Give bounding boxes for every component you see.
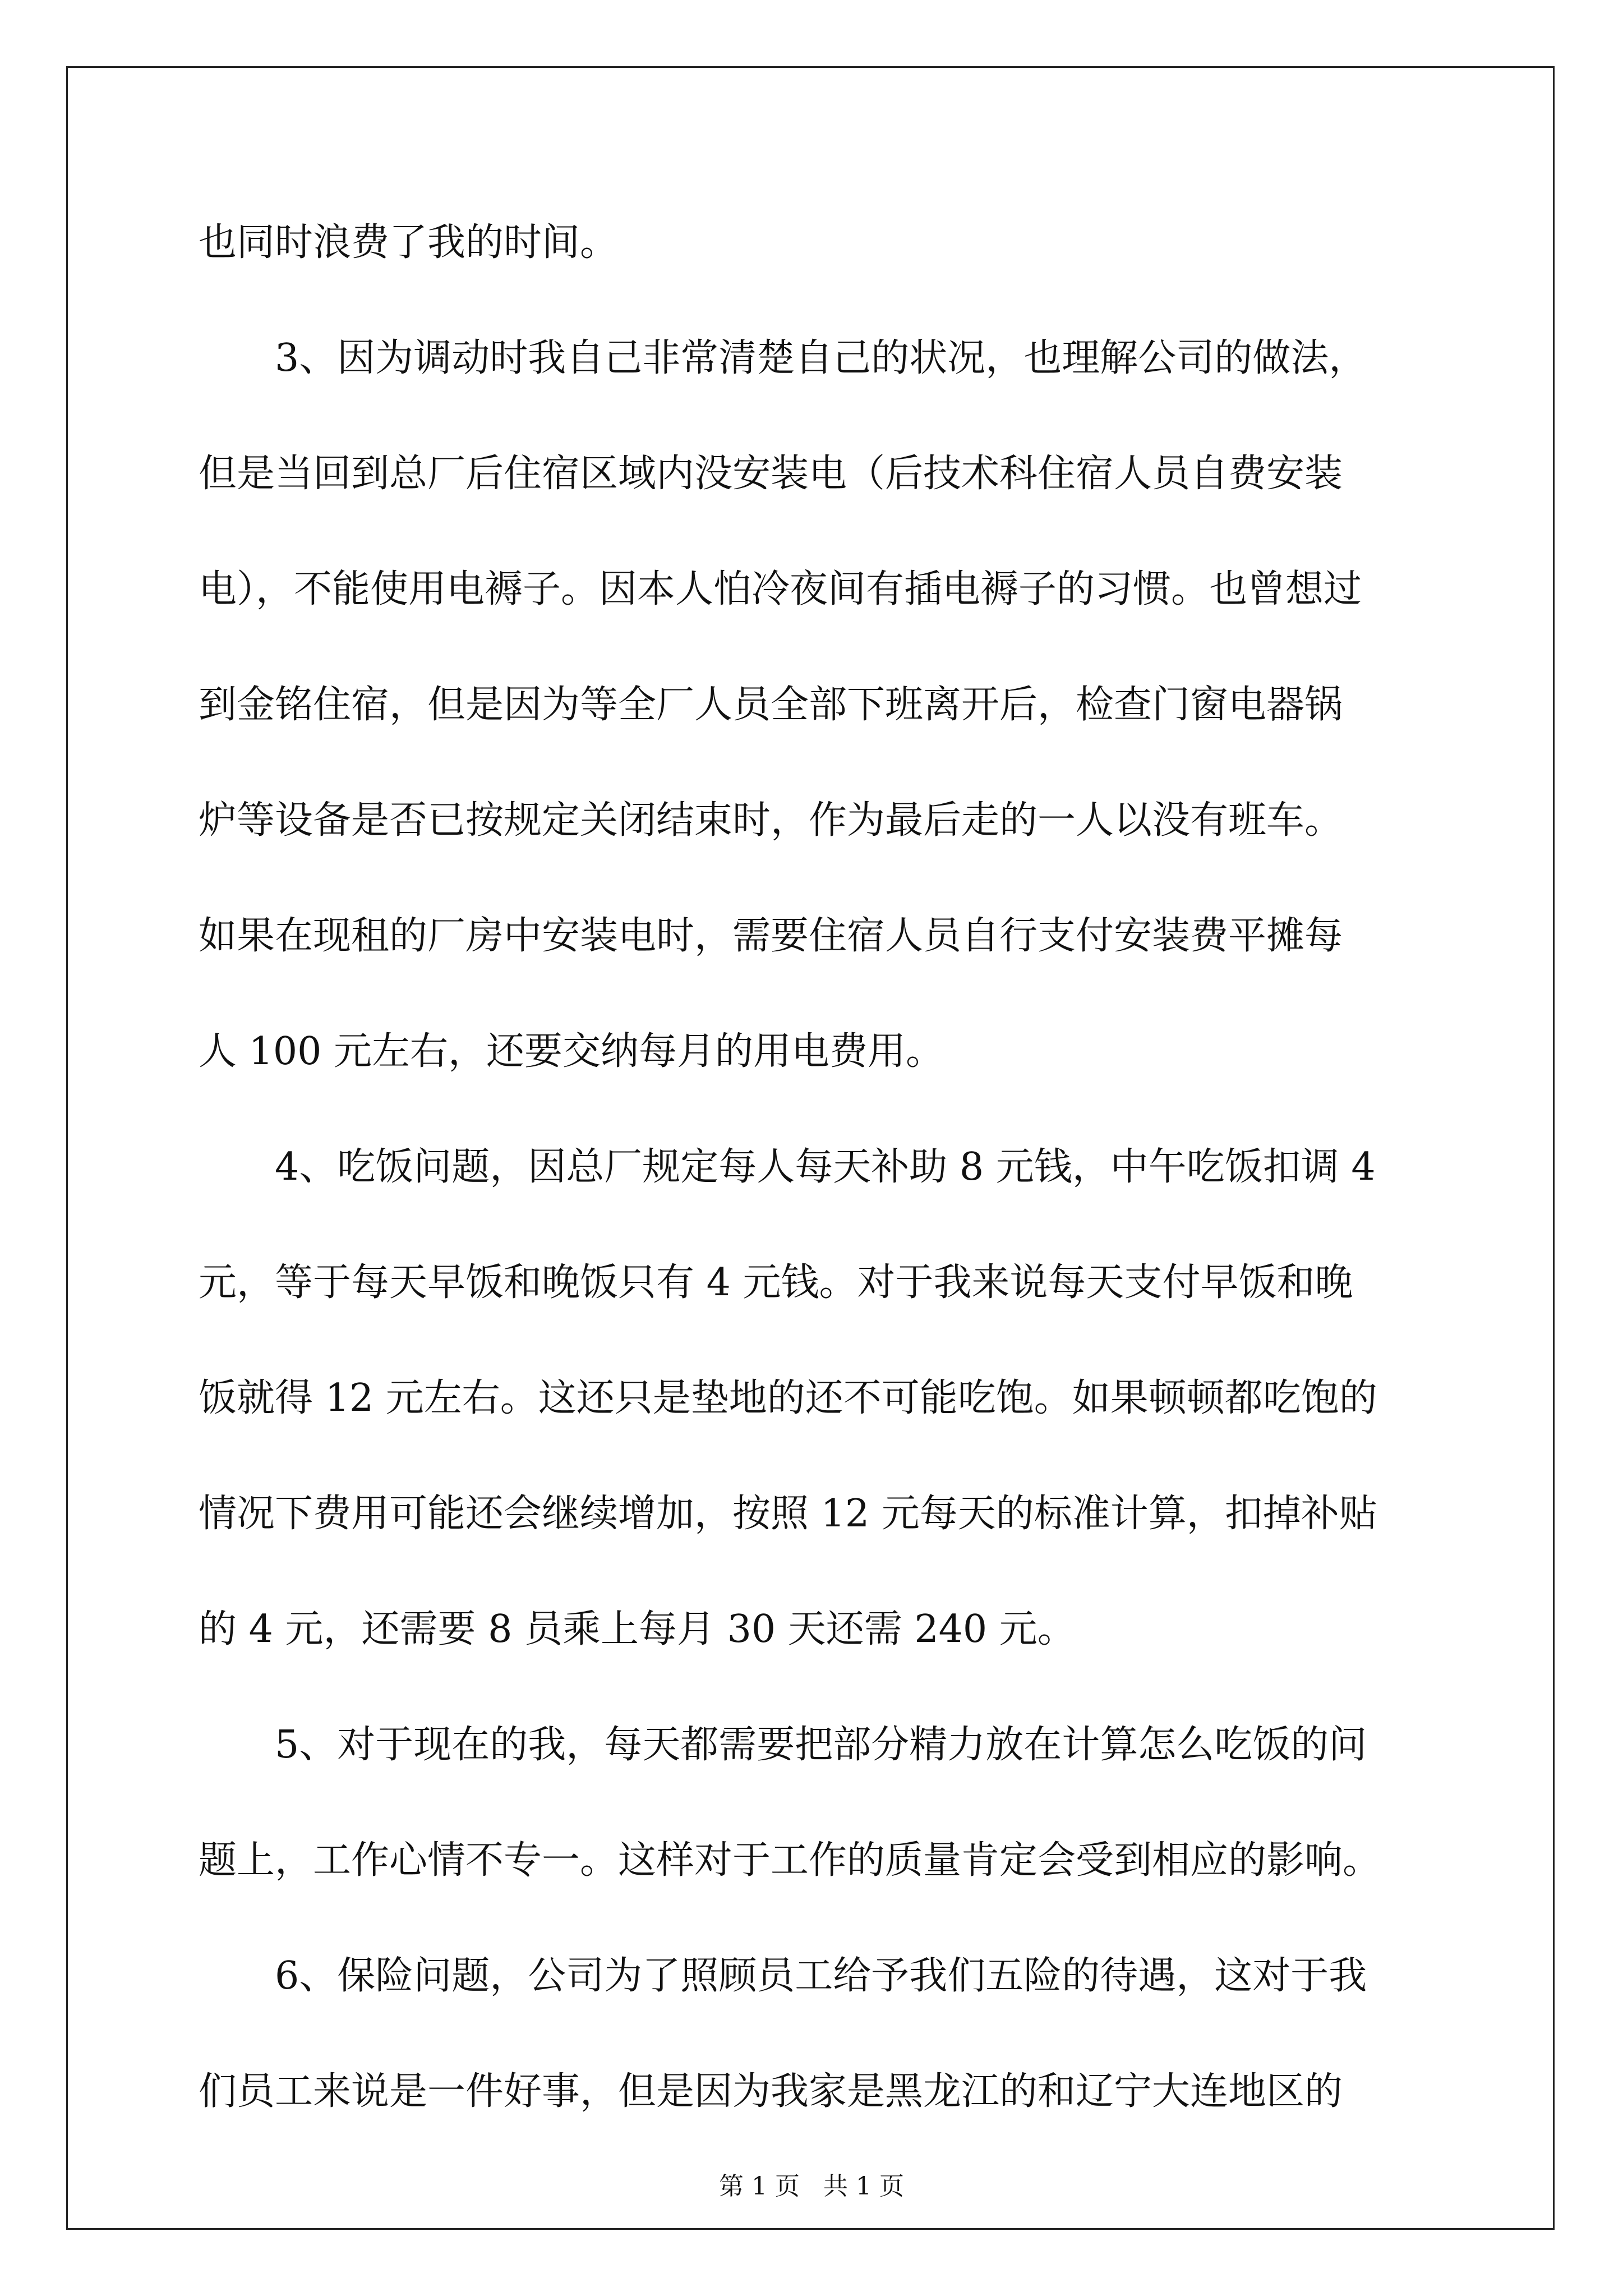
text-line: 到金铭住宿，但是因为等全厂人员全部下班离开后，检查门窗电器锅 [199, 683, 1343, 727]
footer-gap [800, 2172, 823, 2201]
text-line: 电），不能使用电褥子。因本人怕冷夜间有插电褥子的习惯。也曾想过 [199, 567, 1362, 611]
text-line: 人 100 元左右，还要交纳每月的用电费用。 [199, 1029, 944, 1074]
page-number: 第 1 页 [719, 2172, 800, 2201]
text-line: 们员工来说是一件好事，但是因为我家是黑龙江的和辽宁大连地区的 [199, 2069, 1343, 2114]
text-line: 5、对于现在的我，每天都需要把部分精力放在计算怎么吃饭的问 [275, 1723, 1367, 1767]
text-line: 6、保险问题，公司为了照顾员工给予我们五险的待遇，这对于我 [275, 1954, 1367, 1998]
text-line: 但是当回到总厂后住宿区域内没安装电（后技术科住宿人员自费安装 [199, 452, 1343, 496]
text-line: 炉等设备是否已按规定关闭结束时，作为最后走的一人以没有班车。 [199, 798, 1343, 843]
text-line: 题上，工作心情不专一。这样对于工作的质量肯定会受到相应的影响。 [199, 1838, 1381, 1883]
text-line: 情况下费用可能还会继续增加，按照 12 元每天的标准计算，扣掉补贴 [199, 1492, 1377, 1536]
text-line: 的 4 元，还需要 8 员乘上每月 30 天还需 240 元。 [199, 1607, 1076, 1651]
text-line: 4、吃饭问题，因总厂规定每人每天补助 8 元钱，中午吃饭扣调 4 [275, 1145, 1376, 1189]
text-line: 元，等于每天早饭和晚饭只有 4 元钱。对于我来说每天支付早饭和晚 [199, 1260, 1353, 1305]
text-line: 如果在现租的厂房中安装电时，需要住宿人员自行支付安装费平摊每 [199, 914, 1343, 958]
page-footer [0, 2170, 1623, 2203]
text-line: 3、因为调动时我自己非常清楚自己的状况，也理解公司的做法， [275, 336, 1367, 380]
page-total: 共 1 页 [823, 2172, 904, 2201]
text-line: 也同时浪费了我的时间。 [199, 220, 619, 265]
document-body [199, 212, 1432, 2177]
text-line: 饭就得 12 元左右。这还只是垫地的还不可能吃饱。如果顿顿都吃饱的 [199, 1376, 1377, 1420]
